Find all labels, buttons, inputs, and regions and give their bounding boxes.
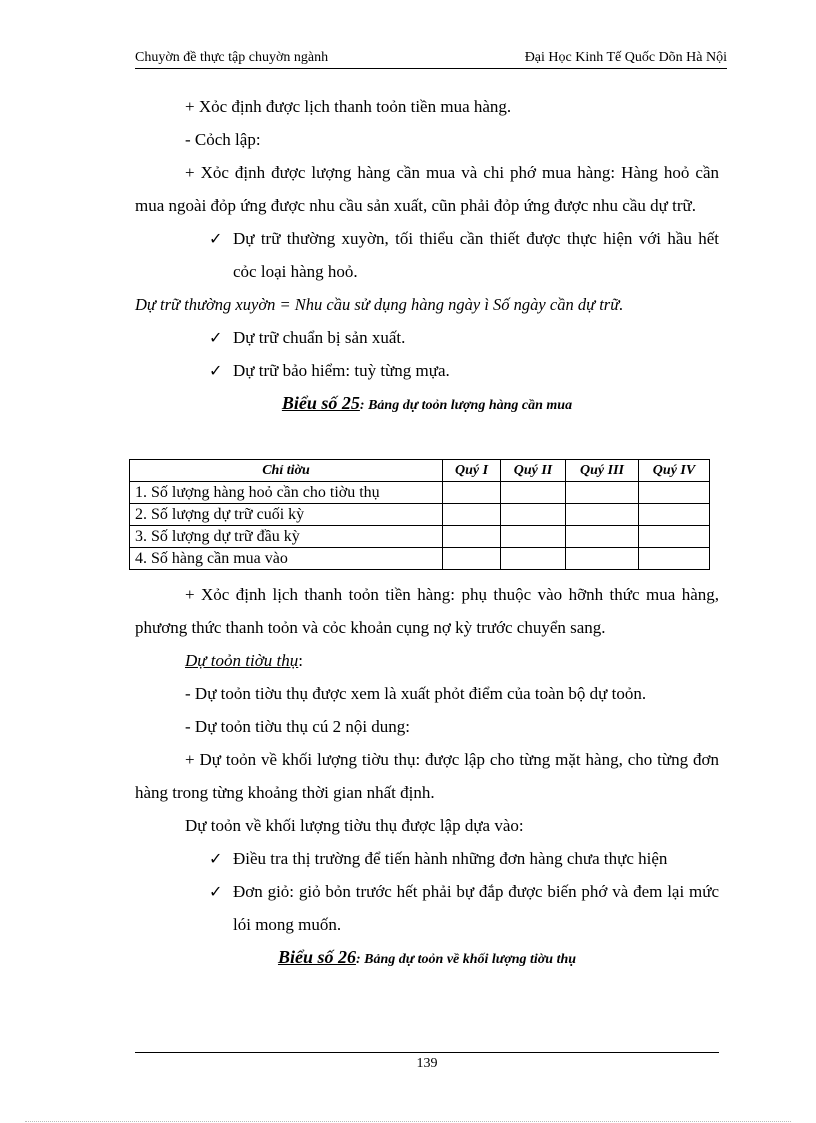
check-item-text: Điều tra thị trường để tiến hành những đơn hàng chưa thực hiện bbox=[233, 849, 668, 868]
table-cell bbox=[501, 482, 566, 504]
table-cell bbox=[501, 548, 566, 570]
paragraph: + Xỏc định được lịch thanh toỏn tiền mua hàng. bbox=[185, 97, 512, 116]
paragraph: - Dự toỏn tiờu thụ được xem là xuất phỏt điểm của toàn bộ dự toỏn. bbox=[185, 684, 647, 703]
purchase-budget-table bbox=[129, 459, 710, 570]
table-cell bbox=[443, 482, 501, 504]
checkmark-icon: ✓ bbox=[209, 849, 223, 868]
check-item-text: Dự trữ chuẩn bị sản xuất. bbox=[233, 328, 406, 347]
check-item-text: Dự trữ bảo hiểm: tuỳ từng mựa. bbox=[233, 361, 450, 380]
table-caption-26 bbox=[135, 941, 719, 976]
table-row bbox=[130, 526, 710, 548]
column-header: Quý III bbox=[566, 460, 639, 482]
paragraph: - Cỏch lập: bbox=[185, 130, 261, 149]
table-cell bbox=[566, 504, 639, 526]
checkmark-icon: ✓ bbox=[209, 229, 223, 248]
row-label: 3. Số lượng dự trữ đầu kỳ bbox=[130, 526, 443, 548]
paragraph: Dự toỏn về khối lượng tiờu thụ được lập dựa vào: bbox=[185, 816, 524, 835]
header-right-text: Đại Học Kinh Tế Quốc Dõn Hà Nội bbox=[524, 50, 727, 65]
check-item bbox=[135, 875, 719, 941]
table-cell bbox=[639, 526, 710, 548]
subheading-text: Dự toỏn tiờu thụ bbox=[185, 651, 299, 670]
footer-divider bbox=[135, 1052, 719, 1053]
page-header bbox=[135, 48, 727, 69]
subheading bbox=[135, 644, 719, 677]
page-edge-dots bbox=[25, 1121, 791, 1122]
row-label: 1. Số lượng hàng hoỏ cần cho tiờu thụ bbox=[130, 482, 443, 504]
paragraph: - Dự toỏn tiờu thụ cú 2 nội dung: bbox=[185, 717, 411, 736]
table-cell bbox=[639, 548, 710, 570]
table-cell bbox=[501, 526, 566, 548]
caption-number: Biểu số 25 bbox=[281, 393, 360, 413]
row-label: 2. Số lượng dự trữ cuối kỳ bbox=[130, 504, 443, 526]
caption-text: : Bảng dự toỏn lượng hàng cần mua bbox=[359, 398, 573, 413]
check-item bbox=[135, 354, 719, 387]
table-row bbox=[130, 548, 710, 570]
formula: Dự trữ thường xuyờn = Nhu cầu sử dụng hàng ngày ì Số ngày cần dự trữ. bbox=[135, 295, 624, 314]
checkmark-icon: ✓ bbox=[209, 361, 223, 380]
table-cell bbox=[443, 526, 501, 548]
caption-text: : Bảng dự toỏn về khối lượng tiờu thụ bbox=[355, 952, 577, 967]
caption-number: Biểu số 26 bbox=[277, 947, 356, 967]
table-cell bbox=[501, 504, 566, 526]
table-header-row bbox=[130, 460, 710, 482]
paragraph: + Xỏc định lịch thanh toỏn tiền hàng: phụ thuộc vào hỡnh thức mua hàng, phương thức thanh toỏn và cỏc khoản cụng nợ kỳ trước chuyển sang. bbox=[135, 585, 719, 637]
column-header: Chỉ tiờu bbox=[130, 460, 443, 482]
check-item bbox=[135, 321, 719, 354]
table-row bbox=[130, 482, 710, 504]
subheading-colon: : bbox=[298, 651, 303, 670]
column-header: Quý II bbox=[501, 460, 566, 482]
table-cell bbox=[639, 482, 710, 504]
table-cell bbox=[443, 504, 501, 526]
check-item-text: Đơn giỏ: giỏ bỏn trước hết phải bự đắp được biến phớ và đem lại mức lói mong muốn. bbox=[233, 882, 719, 934]
table-cell bbox=[566, 548, 639, 570]
check-item bbox=[135, 842, 719, 875]
column-header: Quý IV bbox=[639, 460, 710, 482]
table-row bbox=[130, 504, 710, 526]
checkmark-icon: ✓ bbox=[209, 328, 223, 347]
check-item bbox=[135, 222, 719, 288]
row-label: 4. Số hàng cần mua vào bbox=[130, 548, 443, 570]
page-number: 139 bbox=[416, 1056, 438, 1071]
table-caption-25 bbox=[135, 387, 719, 422]
checkmark-icon: ✓ bbox=[209, 882, 223, 901]
header-left-text: Chuyờn đề thực tập chuyờn ngành bbox=[135, 50, 329, 65]
paragraph: + Xỏc định được lượng hàng cần mua và chi phớ mua hàng: Hàng hoỏ cần mua ngoài đỏp ứng được nhu cầu sản xuất, cũn phải đỏp ứng được nhu cầu dự trữ. bbox=[135, 163, 719, 215]
table-cell bbox=[566, 526, 639, 548]
table-cell bbox=[566, 482, 639, 504]
check-item-text: Dự trữ thường xuyờn, tối thiểu cần thiết được thực hiện với hầu hết cỏc loại hàng hoỏ. bbox=[233, 229, 719, 281]
table-cell bbox=[639, 504, 710, 526]
paragraph: + Dự toỏn về khối lượng tiờu thụ: được lập cho từng mặt hàng, cho từng đơn hàng trong từng khoảng thời gian nhất định. bbox=[135, 750, 719, 802]
column-header: Quý I bbox=[443, 460, 501, 482]
table-cell bbox=[443, 548, 501, 570]
